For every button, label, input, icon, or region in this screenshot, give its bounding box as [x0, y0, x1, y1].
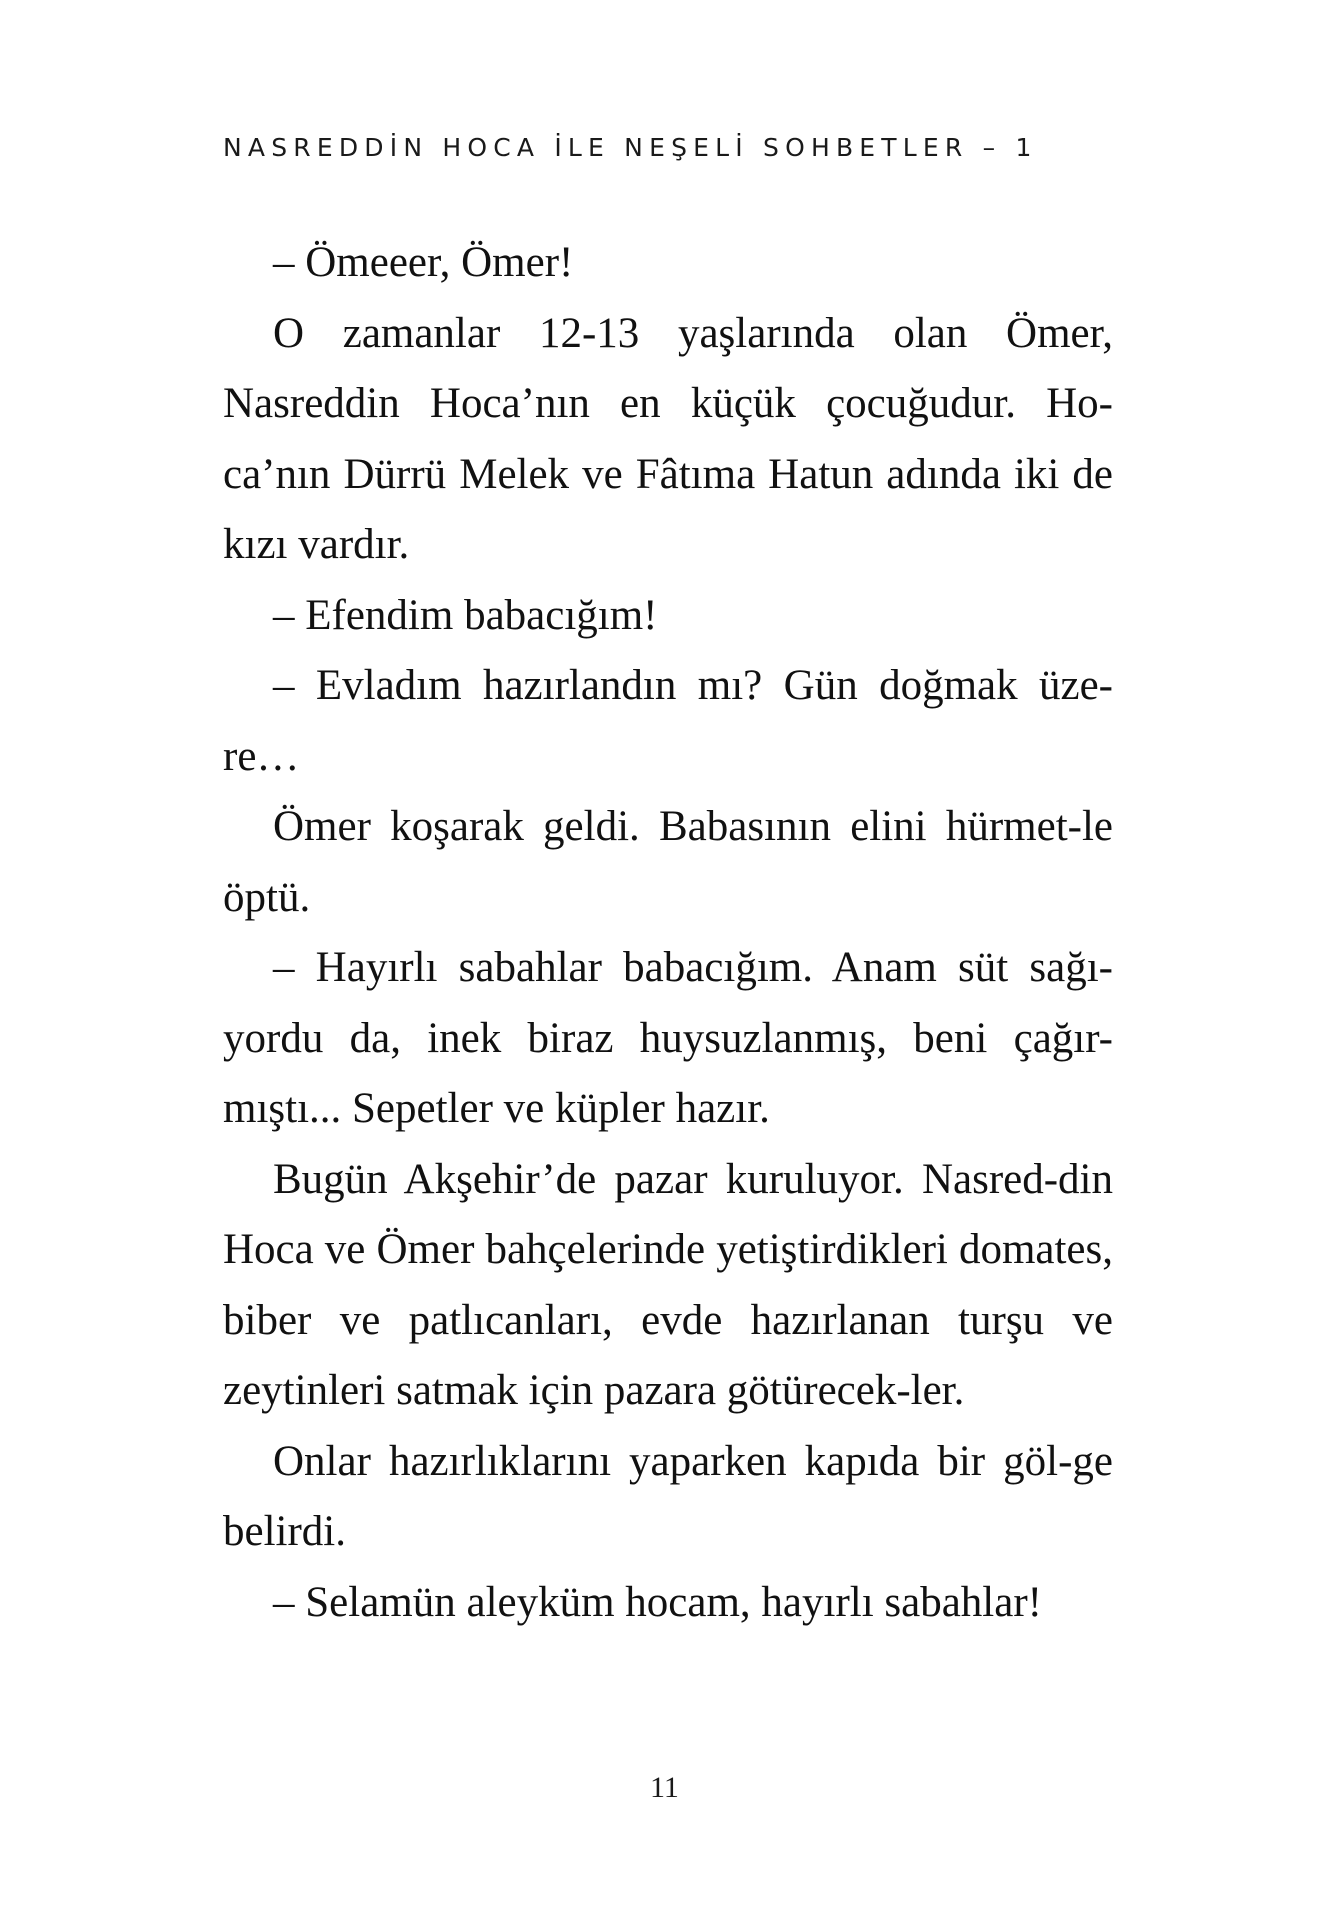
paragraph: – Ömeeer, Ömer!: [273, 239, 574, 286]
paragraph: – Efendim babacığım!: [273, 591, 658, 639]
paragraph: – Evladım hazırlandın mı? Gün doğmak üze-re…: [223, 662, 1113, 780]
paragraph: Onlar hazırlıklarını yaparken kapıda bir göl-ge belirdi.: [223, 1437, 1113, 1555]
paragraph: O zamanlar 12-13 yaşlarında olan Ömer, Nasreddin Hoca’nın en küçük çocuğudur. Ho-ca’nın Dürrü Melek ve Fâtıma Hatun adında iki de kızı vardır.: [223, 309, 1113, 568]
paragraph: – Selamün aleyküm hocam, hayırlı sabahlar!: [273, 1578, 1042, 1626]
paragraph: Ömer koşarak geldi. Babasının elini hürmet-le öptü.: [223, 803, 1113, 921]
running-header: NASREDDİN HOCA İLE NEŞELİ SOHBETLER – 1: [223, 133, 1038, 162]
paragraph: Bugün Akşehir’de pazar kuruluyor. Nasred-din Hoca ve Ömer bahçelerinde yetiştirdikleri domates, biber ve patlıcanları, evde hazırlanan turşu ve zeytinleri satmak için pazara götürecek-ler.: [223, 1155, 1113, 1414]
page-number: 11: [650, 1771, 679, 1804]
body-text: [223, 228, 1113, 1638]
paragraph: – Hayırlı sabahlar babacığım. Anam süt sağı-yordu da, inek biraz huysuzlanmış, beni çağır-mıştı... Sepetler ve küpler hazır.: [223, 944, 1113, 1132]
